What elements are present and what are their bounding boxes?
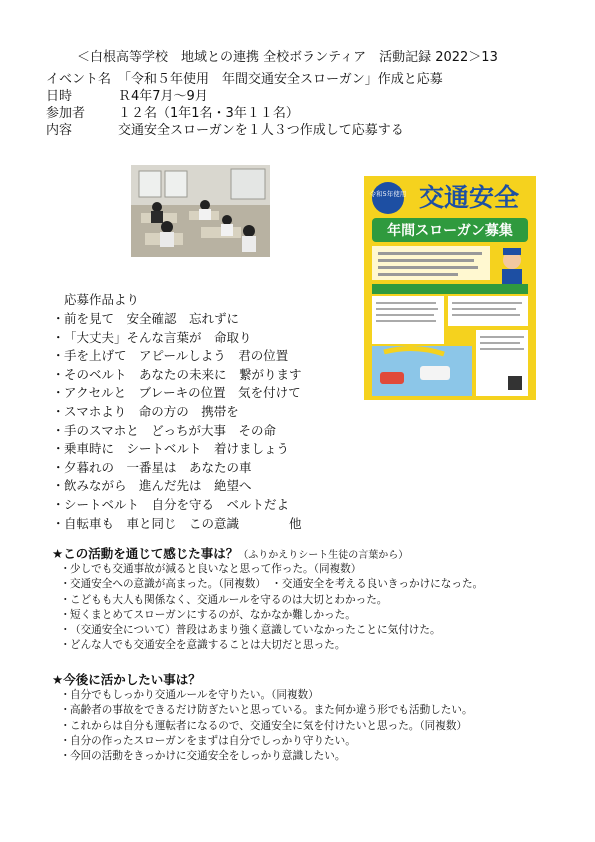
works-list — [52, 310, 302, 533]
list-item: ・前を見て 安全確認 忘れずに — [52, 311, 240, 326]
poster-badge: 令和5年使用 — [369, 190, 407, 198]
event-info — [46, 71, 443, 139]
reflection-list — [60, 562, 483, 654]
info-label: イベント名 — [46, 72, 112, 87]
list-item: ・これからは自分も運転者になるので、交通安全に気を付けたいと思った。（同複数） — [60, 719, 468, 732]
list-item: ・こどもも大人も関係なく、交通ルールを守るのは大切とわかった。 — [60, 593, 388, 606]
info-label: 参加者 — [46, 106, 86, 121]
slogan-poster — [364, 176, 536, 400]
info-row-date — [46, 88, 443, 105]
list-item: ・（交通安全について）普段はあまり強く意識していなかったことに気付けた。 — [60, 624, 441, 637]
info-row-participants — [46, 105, 443, 122]
classroom-photo — [131, 165, 270, 257]
list-item: ・短くまとめてスローガンにするのが、なかなか難しかった。 — [60, 608, 356, 621]
list-item: ・自分の作ったスローガンをまずは自分でしっかり守りたい。 — [60, 734, 356, 747]
info-value: Ｒ4年7月～9月 — [118, 89, 208, 104]
info-value: 「令和５年使用 年間交通安全スローガン」作成と応募 — [118, 72, 443, 87]
list-item: ・交通安全への意識が高まった。（同複数） ・交通安全を考える良いきっかけになった。 — [60, 578, 484, 591]
info-label: 内容 — [46, 123, 73, 138]
list-item: ・手のスマホと どっちが大事 その命 — [52, 422, 277, 438]
info-row-event — [46, 71, 443, 88]
list-item: ・自転車も 車と同じ この意識 他 — [52, 515, 302, 531]
list-item: ・手を上げて アピールしよう 君の位置 — [52, 348, 289, 364]
list-item: ・乗車時に シートベルト 着けましょう — [52, 441, 290, 457]
future-heading: ★今後に活かしたい事は？ — [52, 672, 201, 687]
poster-title: 交通安全 — [418, 183, 520, 212]
list-item: ・アクセルと ブレーキの位置 気を付けて — [52, 385, 301, 401]
works-heading: 応募作品より — [64, 292, 140, 307]
reflection-heading: ★この活動を通じて感じた事は？（ふりかえりシート生徒の言葉から） — [52, 546, 409, 561]
info-value: 交通安全スローガンを１人３つ作成して応募する — [118, 123, 404, 138]
page-header: ＜白根高等学校 地域との連携 全校ボランティア 活動記録 2022＞13 — [77, 50, 498, 65]
list-item: ・「大丈夫」そんな言葉が 命取り — [52, 329, 252, 345]
info-label: 日時 — [46, 89, 73, 104]
future-list — [60, 688, 473, 764]
list-item: ・どんな人でも交通安全を意識することは大切だと思った。 — [60, 639, 346, 652]
info-value: １２名（1年1名・3年１１名） — [118, 106, 299, 121]
list-item: ・夕暮れの 一番星は あなたの車 — [52, 459, 252, 475]
list-item: ・そのベルト あなたの未来に 繋がります — [52, 366, 302, 382]
list-item: ・飲みながら 進んだ先は 絶望へ — [52, 478, 252, 494]
list-item: ・自分でもしっかり交通ルールを守りたい。（同複数） — [60, 689, 319, 701]
list-item: ・今回の活動をきっかけに交通安全をしっかり意識したい。 — [60, 750, 346, 763]
list-item: ・高齢者の事故をできるだけ防ぎたいと思っている。また何か違う形でも活動したい。 — [60, 704, 473, 717]
reflection-note: （ふりかえりシート生徒の言葉から） — [238, 550, 409, 561]
list-item: ・スマホより 命の方の 携帯を — [52, 403, 239, 419]
list-item: ・シートベルト 自分を守る ベルトだよ — [52, 496, 290, 512]
poster-subtitle: 年間スローガン募集 — [387, 223, 513, 239]
info-row-content — [46, 122, 443, 139]
list-item: ・少しでも交通事故が減ると良いなと思って作った。（同複数） — [60, 563, 362, 575]
